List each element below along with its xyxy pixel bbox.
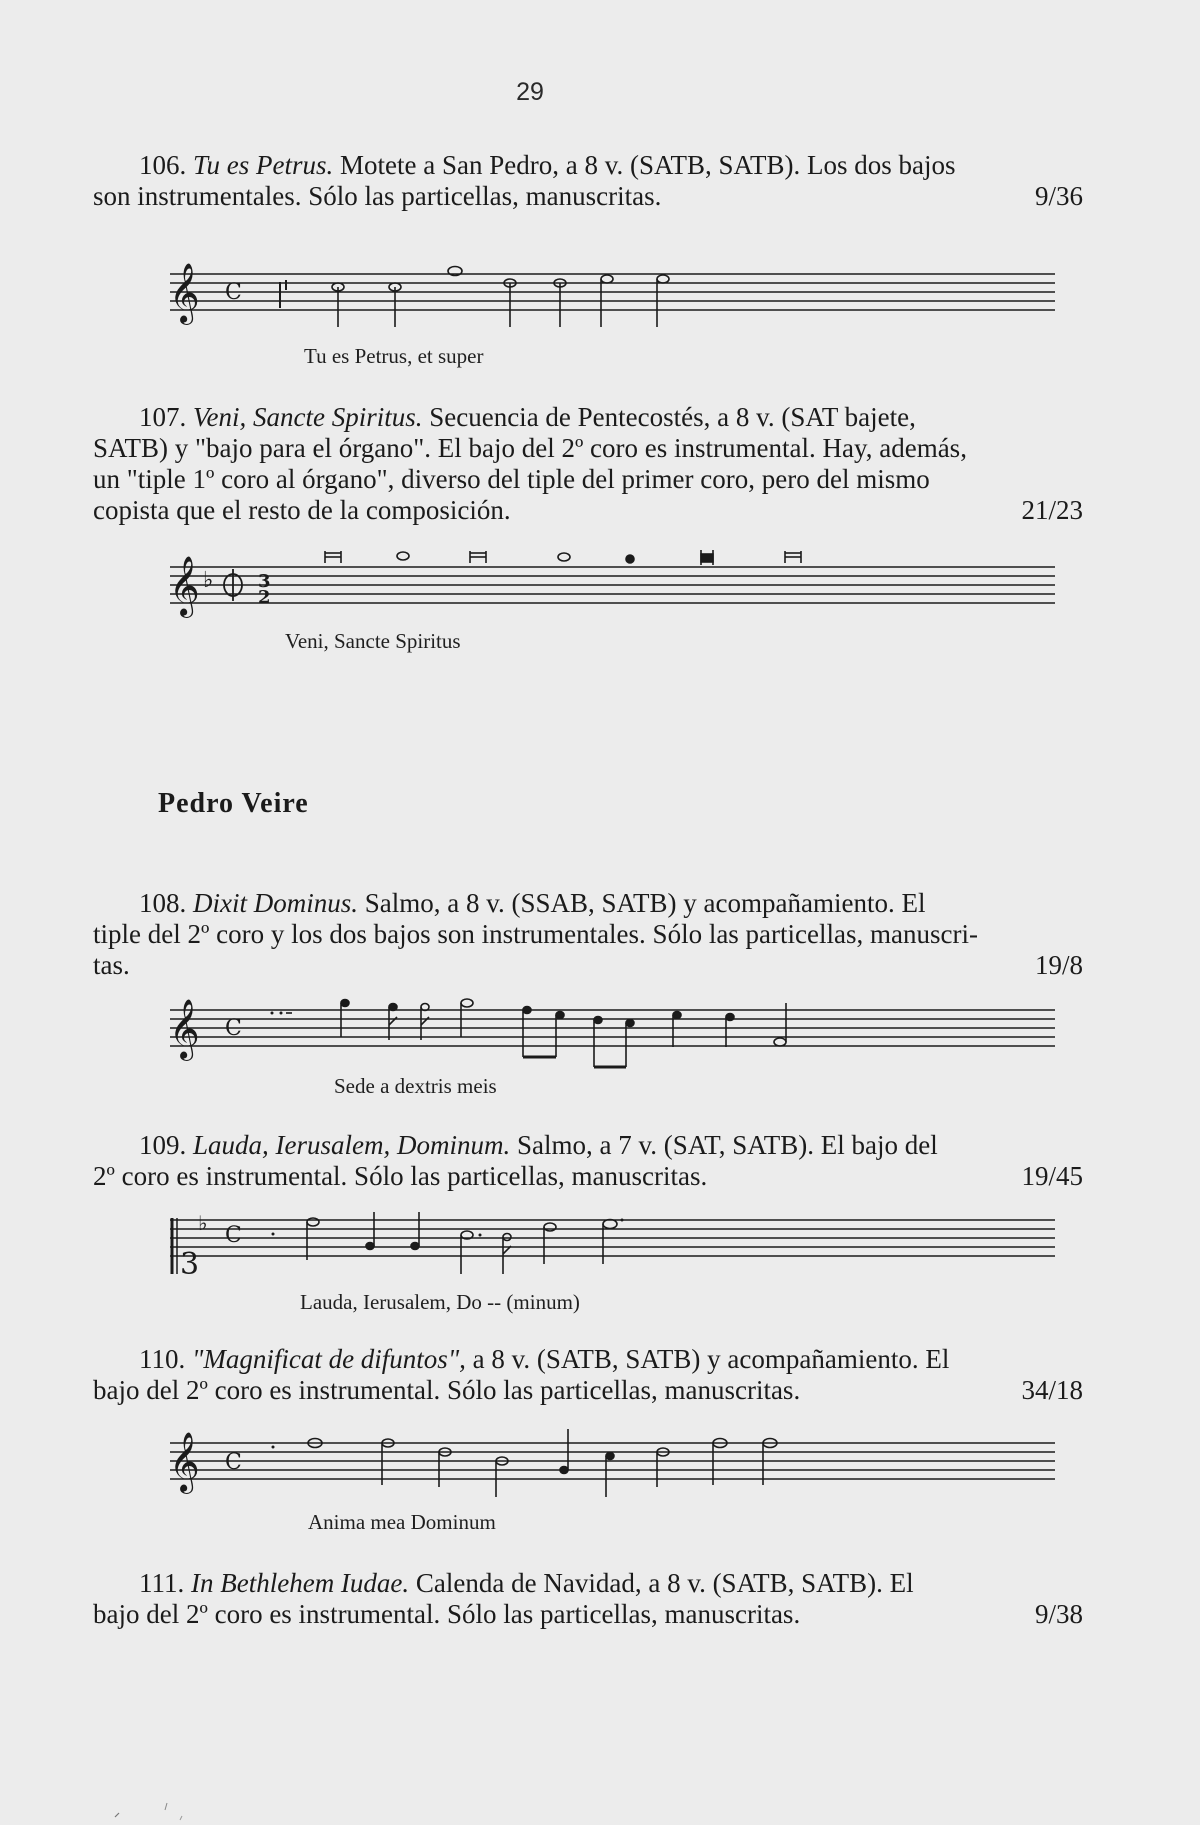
entry-reference: 34/18 xyxy=(1021,1375,1083,1405)
entry-109 xyxy=(93,1130,1093,1192)
svg-text:3: 3 xyxy=(258,571,271,592)
entry-number: 108. xyxy=(139,888,187,918)
entry-title: Dixit Dominus. xyxy=(193,888,358,918)
musical-incipit-108 xyxy=(155,995,1070,1075)
svg-text:𝄞: 𝄞 xyxy=(169,999,200,1059)
entry-reference: 21/23 xyxy=(1021,495,1083,525)
svg-text:𝄞: 𝄞 xyxy=(169,556,200,616)
entry-description: un "tiple 1º coro al órgano", diverso del tiple del primer coro, pero del mismo xyxy=(93,464,930,494)
entry-description: Motete a San Pedro, a 8 v. (SATB, SATB). Los dos bajos xyxy=(340,150,956,180)
svg-text:𝄞: 𝄞 xyxy=(169,263,200,323)
entry-110 xyxy=(93,1344,1093,1406)
incipit-text: Lauda, Ierusalem, Do -- (minum) xyxy=(300,1290,580,1314)
svg-text:C: C xyxy=(225,1450,242,1475)
entry-number: 109. xyxy=(139,1130,187,1160)
entry-description: copista que el resto de la composición. xyxy=(93,495,511,525)
svg-text:𝄞: 𝄞 xyxy=(169,1432,200,1492)
entry-number: 106. xyxy=(139,150,187,180)
entry-number: 111. xyxy=(139,1568,185,1598)
incipit-text: Veni, Sancte Spiritus xyxy=(285,629,461,653)
entry-description: Secuencia de Pentecostés, a 8 v. (SAT bajete, xyxy=(429,402,916,432)
svg-text:3: 3 xyxy=(180,1247,200,1282)
entry-number: 110. xyxy=(139,1344,186,1374)
entry-description: son instrumentales. Sólo las particellas, manuscritas. xyxy=(93,181,662,211)
svg-text:♭: ♭ xyxy=(203,568,214,593)
page-number: 29 xyxy=(516,78,544,106)
svg-text:C: C xyxy=(225,1223,242,1248)
entry-description: 2º coro es instrumental. Sólo las particellas, manuscritas. xyxy=(93,1161,708,1191)
entry-description: tiple del 2º coro y los dos bajos son instrumentales. Sólo las particellas, manuscri- xyxy=(93,919,978,949)
entry-description: bajo del 2º coro es instrumental. Sólo las particellas, manuscritas. xyxy=(93,1599,801,1629)
entry-description: a 8 v. (SATB, SATB) y acompañamiento. El xyxy=(472,1344,950,1374)
entry-title: Tu es Petrus. xyxy=(193,150,334,180)
composer-heading: Pedro Veire xyxy=(158,788,309,819)
entry-description: bajo del 2º coro es instrumental. Sólo las particellas, manuscritas. xyxy=(93,1375,801,1405)
entry-106 xyxy=(93,150,1093,212)
entry-description: Salmo, a 8 v. (SSAB, SATB) y acompañamiento. El xyxy=(364,888,926,918)
entry-title: Lauda, Ierusalem, Dominum. xyxy=(193,1130,511,1160)
entry-title: Veni, Sancte Spiritus. xyxy=(193,402,423,432)
entry-reference: 19/8 xyxy=(1034,950,1083,980)
entry-title: In Bethlehem Iudae. xyxy=(191,1568,410,1598)
entry-reference: 9/36 xyxy=(1034,181,1083,211)
svg-text:2: 2 xyxy=(258,587,271,608)
entry-111 xyxy=(93,1568,1093,1630)
musical-incipit-109 xyxy=(155,1202,1070,1282)
entry-description: Salmo, a 7 v. (SAT, SATB). El bajo del xyxy=(517,1130,938,1160)
incipit-text: Anima mea Dominum xyxy=(308,1510,496,1534)
musical-incipit-106 xyxy=(155,262,1070,342)
musical-incipit-110 xyxy=(155,1425,1070,1505)
entry-description: SATB) y "bajo para el órgano". El bajo del 2º coro es instrumental. Hay, además, xyxy=(93,433,967,463)
paper-specks xyxy=(110,1795,190,1825)
entry-description: Calenda de Navidad, a 8 v. (SATB, SATB). El xyxy=(415,1568,914,1598)
musical-incipit-107 xyxy=(155,547,1070,627)
entry-reference: 19/45 xyxy=(1021,1161,1083,1191)
entry-reference: 9/38 xyxy=(1034,1599,1083,1629)
svg-text:C: C xyxy=(225,280,242,305)
svg-text:♭: ♭ xyxy=(198,1211,208,1235)
incipit-text: Tu es Petrus, et super xyxy=(304,344,484,368)
entry-number: 107. xyxy=(139,402,187,432)
entry-107 xyxy=(93,402,1093,526)
svg-text:C: C xyxy=(225,1016,242,1041)
entry-title: "Magnificat de difuntos", xyxy=(192,1344,466,1374)
incipit-text: Sede a dextris meis xyxy=(334,1074,497,1098)
entry-description: tas. xyxy=(93,950,130,980)
entry-108 xyxy=(93,888,1093,981)
